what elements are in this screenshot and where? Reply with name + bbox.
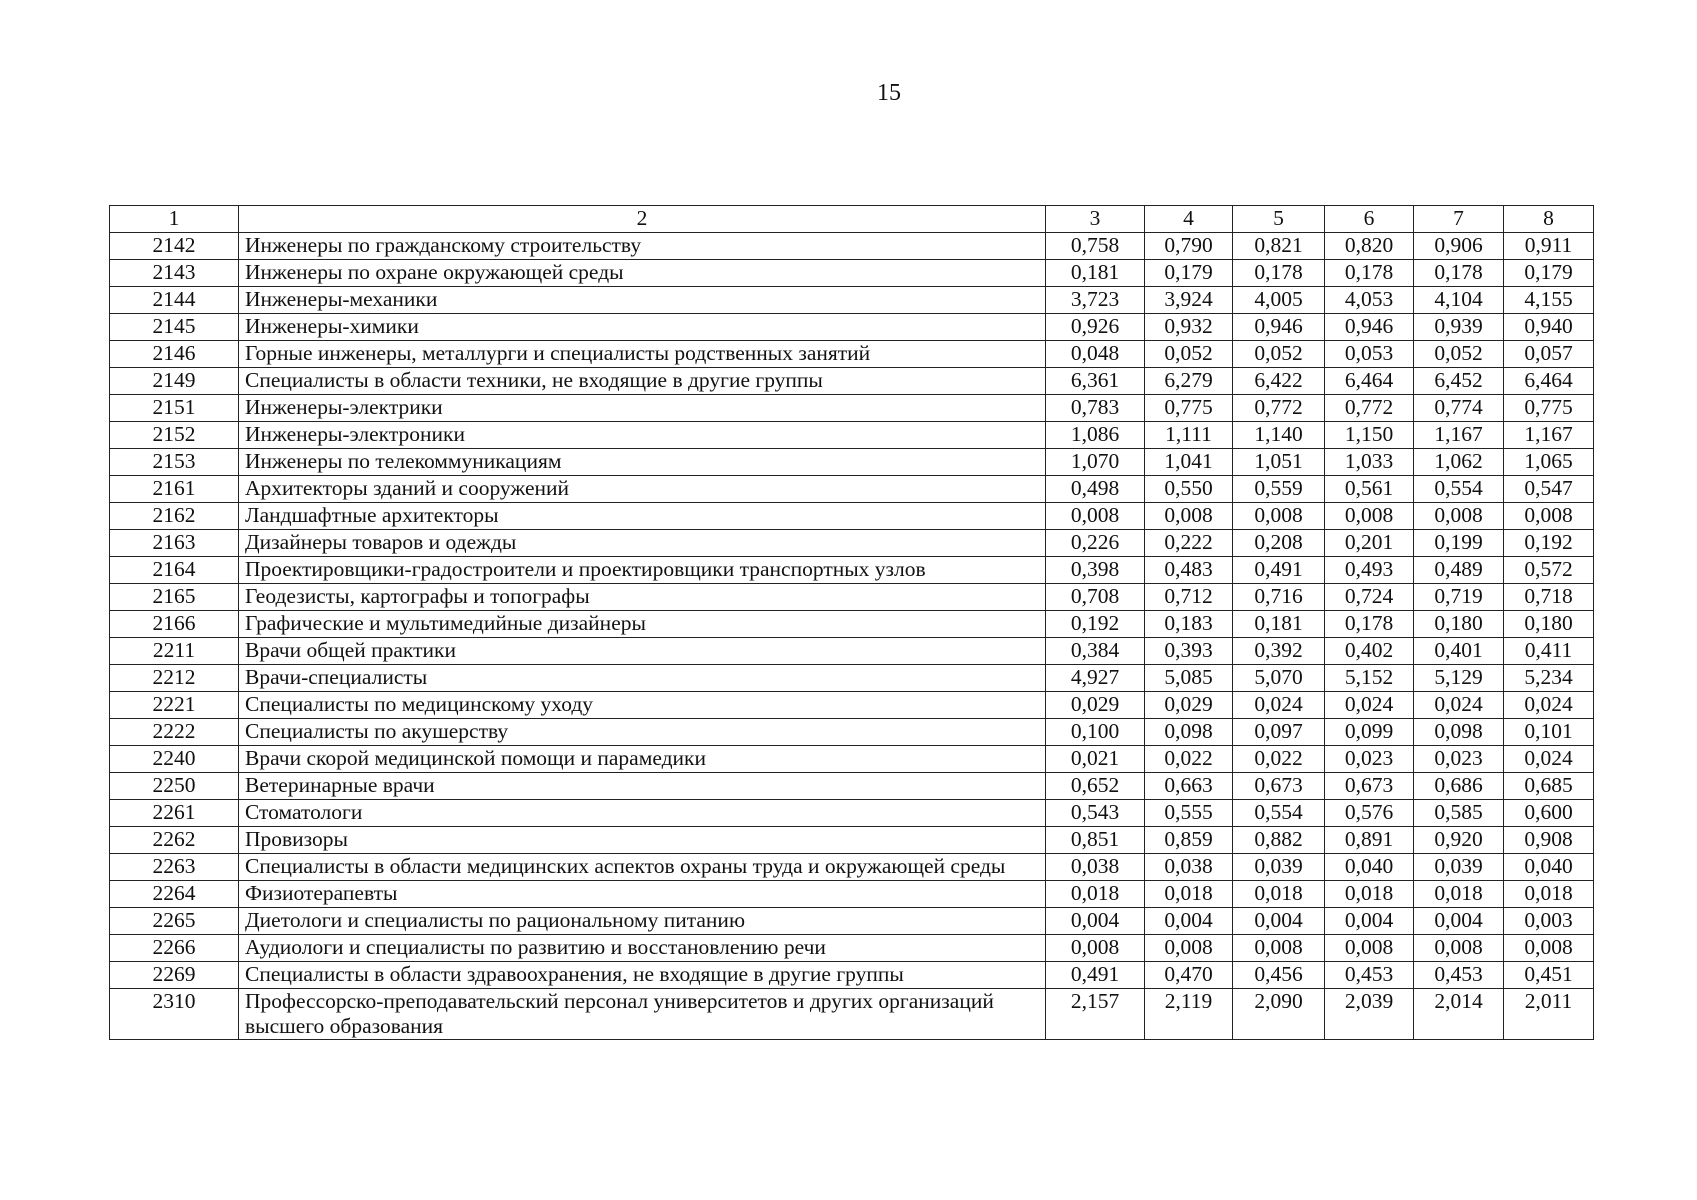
table-row [110, 314, 1594, 341]
value-cell: 0,098 [1414, 719, 1504, 746]
table-row [110, 665, 1594, 692]
value-cell: 1,051 [1233, 449, 1325, 476]
value-cell: 0,008 [1145, 935, 1233, 962]
value-cell: 0,208 [1233, 530, 1325, 557]
occupation-name: Ветеринарные врачи [239, 773, 1046, 800]
value-cell: 0,040 [1325, 854, 1414, 881]
value-cell: 0,393 [1145, 638, 1233, 665]
value-cell: 0,401 [1414, 638, 1504, 665]
occupation-code: 2262 [110, 827, 239, 854]
occupation-name: Специалисты по медицинскому уходу [239, 692, 1046, 719]
occupation-name: Специалисты в области техники, не входящие в другие группы [239, 368, 1046, 395]
value-cell: 1,065 [1504, 449, 1594, 476]
table-row [110, 341, 1594, 368]
value-cell: 0,758 [1046, 233, 1145, 260]
value-cell: 0,790 [1145, 233, 1233, 260]
table-row [110, 800, 1594, 827]
value-cell: 0,775 [1145, 395, 1233, 422]
value-cell: 0,029 [1145, 692, 1233, 719]
occupation-name: Провизоры [239, 827, 1046, 854]
value-cell: 0,022 [1145, 746, 1233, 773]
value-cell: 0,023 [1414, 746, 1504, 773]
value-cell: 0,673 [1233, 773, 1325, 800]
occupation-code: 2250 [110, 773, 239, 800]
table-row [110, 530, 1594, 557]
value-cell: 0,008 [1046, 503, 1145, 530]
value-cell: 0,008 [1414, 503, 1504, 530]
occupation-code: 2166 [110, 611, 239, 638]
table-row [110, 962, 1594, 989]
value-cell: 0,456 [1233, 962, 1325, 989]
occupation-name: Инженеры по телекоммуникациям [239, 449, 1046, 476]
value-cell: 2,090 [1233, 989, 1325, 1040]
column-header: 1 [110, 206, 239, 233]
occupation-name: Диетологи и специалисты по рациональному питанию [239, 908, 1046, 935]
occupation-code: 2142 [110, 233, 239, 260]
value-cell: 0,543 [1046, 800, 1145, 827]
value-cell: 5,152 [1325, 665, 1414, 692]
value-cell: 6,464 [1504, 368, 1594, 395]
table-row [110, 233, 1594, 260]
value-cell: 5,085 [1145, 665, 1233, 692]
value-cell: 0,226 [1046, 530, 1145, 557]
value-cell: 0,719 [1414, 584, 1504, 611]
value-cell: 3,723 [1046, 287, 1145, 314]
occupation-code: 2151 [110, 395, 239, 422]
value-cell: 2,157 [1046, 989, 1145, 1040]
value-cell: 0,554 [1233, 800, 1325, 827]
value-cell: 0,908 [1504, 827, 1594, 854]
occupation-code: 2269 [110, 962, 239, 989]
value-cell: 0,038 [1046, 854, 1145, 881]
value-cell: 0,820 [1325, 233, 1414, 260]
table-row [110, 611, 1594, 638]
table-row [110, 989, 1594, 1040]
value-cell: 0,561 [1325, 476, 1414, 503]
table-row [110, 503, 1594, 530]
value-cell: 4,927 [1046, 665, 1145, 692]
value-cell: 2,039 [1325, 989, 1414, 1040]
value-cell: 0,180 [1504, 611, 1594, 638]
value-cell: 0,052 [1233, 341, 1325, 368]
value-cell: 0,024 [1414, 692, 1504, 719]
value-cell: 0,774 [1414, 395, 1504, 422]
value-cell: 0,483 [1145, 557, 1233, 584]
value-cell: 0,008 [1414, 935, 1504, 962]
value-cell: 0,718 [1504, 584, 1594, 611]
occupation-code: 2310 [110, 989, 239, 1040]
value-cell: 0,576 [1325, 800, 1414, 827]
value-cell: 0,048 [1046, 341, 1145, 368]
occupations-table [109, 205, 1594, 1040]
value-cell: 0,053 [1325, 341, 1414, 368]
table-row [110, 287, 1594, 314]
value-cell: 0,775 [1504, 395, 1594, 422]
value-cell: 1,070 [1046, 449, 1145, 476]
value-cell: 5,070 [1233, 665, 1325, 692]
occupation-code: 2161 [110, 476, 239, 503]
value-cell: 0,940 [1504, 314, 1594, 341]
table-row [110, 881, 1594, 908]
value-cell: 0,199 [1414, 530, 1504, 557]
value-cell: 0,024 [1504, 692, 1594, 719]
value-cell: 0,489 [1414, 557, 1504, 584]
table-row [110, 368, 1594, 395]
column-number-row [110, 206, 1594, 233]
value-cell: 0,052 [1145, 341, 1233, 368]
table-row [110, 746, 1594, 773]
value-cell: 0,911 [1504, 233, 1594, 260]
value-cell: 0,882 [1233, 827, 1325, 854]
value-cell: 0,192 [1504, 530, 1594, 557]
value-cell: 0,222 [1145, 530, 1233, 557]
occupation-name: Инженеры-механики [239, 287, 1046, 314]
value-cell: 0,181 [1233, 611, 1325, 638]
value-cell: 4,005 [1233, 287, 1325, 314]
value-cell: 0,946 [1233, 314, 1325, 341]
value-cell: 0,178 [1414, 260, 1504, 287]
value-cell: 0,004 [1325, 908, 1414, 935]
value-cell: 1,033 [1325, 449, 1414, 476]
value-cell: 0,097 [1233, 719, 1325, 746]
value-cell: 0,851 [1046, 827, 1145, 854]
value-cell: 0,040 [1504, 854, 1594, 881]
value-cell: 0,686 [1414, 773, 1504, 800]
column-header: 4 [1145, 206, 1233, 233]
value-cell: 4,104 [1414, 287, 1504, 314]
value-cell: 0,099 [1325, 719, 1414, 746]
occupation-name: Физиотерапевты [239, 881, 1046, 908]
occupation-name: Специалисты в области медицинских аспектов охраны труда и окружающей среды [239, 854, 1046, 881]
value-cell: 2,011 [1504, 989, 1594, 1040]
occupation-name: Профессорско-преподавательский персонал университетов и других организаций высшего образования [239, 989, 1046, 1040]
table-row [110, 854, 1594, 881]
value-cell: 0,024 [1325, 692, 1414, 719]
value-cell: 0,181 [1046, 260, 1145, 287]
value-cell: 5,129 [1414, 665, 1504, 692]
occupation-code: 2240 [110, 746, 239, 773]
value-cell: 0,493 [1325, 557, 1414, 584]
value-cell: 0,783 [1046, 395, 1145, 422]
occupation-code: 2144 [110, 287, 239, 314]
value-cell: 1,111 [1145, 422, 1233, 449]
table-row [110, 638, 1594, 665]
value-cell: 0,004 [1145, 908, 1233, 935]
occupation-code: 2164 [110, 557, 239, 584]
column-header: 6 [1325, 206, 1414, 233]
table-row [110, 395, 1594, 422]
value-cell: 0,547 [1504, 476, 1594, 503]
value-cell: 0,008 [1233, 935, 1325, 962]
value-cell: 0,179 [1504, 260, 1594, 287]
value-cell: 0,663 [1145, 773, 1233, 800]
table-row [110, 557, 1594, 584]
value-cell: 0,453 [1325, 962, 1414, 989]
value-cell: 0,023 [1325, 746, 1414, 773]
occupation-name: Специалисты в области здравоохранения, не входящие в другие группы [239, 962, 1046, 989]
value-cell: 0,498 [1046, 476, 1145, 503]
value-cell: 0,716 [1233, 584, 1325, 611]
table-row [110, 908, 1594, 935]
value-cell: 0,024 [1504, 746, 1594, 773]
value-cell: 0,932 [1145, 314, 1233, 341]
value-cell: 0,891 [1325, 827, 1414, 854]
value-cell: 0,024 [1233, 692, 1325, 719]
value-cell: 1,140 [1233, 422, 1325, 449]
value-cell: 0,398 [1046, 557, 1145, 584]
value-cell: 0,018 [1504, 881, 1594, 908]
value-cell: 5,234 [1504, 665, 1594, 692]
occupation-name: Инженеры по охране окружающей среды [239, 260, 1046, 287]
table-row [110, 692, 1594, 719]
occupation-code: 2146 [110, 341, 239, 368]
table-row [110, 476, 1594, 503]
value-cell: 1,167 [1414, 422, 1504, 449]
occupation-code: 2152 [110, 422, 239, 449]
occupation-name: Дизайнеры товаров и одежды [239, 530, 1046, 557]
value-cell: 0,550 [1145, 476, 1233, 503]
value-cell: 6,422 [1233, 368, 1325, 395]
value-cell: 0,052 [1414, 341, 1504, 368]
occupation-code: 2265 [110, 908, 239, 935]
value-cell: 0,008 [1046, 935, 1145, 962]
occupation-name: Аудиологи и специалисты по развитию и восстановлению речи [239, 935, 1046, 962]
value-cell: 0,585 [1414, 800, 1504, 827]
occupation-code: 2264 [110, 881, 239, 908]
value-cell: 6,464 [1325, 368, 1414, 395]
value-cell: 0,039 [1414, 854, 1504, 881]
value-cell: 0,201 [1325, 530, 1414, 557]
occupation-code: 2143 [110, 260, 239, 287]
value-cell: 0,098 [1145, 719, 1233, 746]
value-cell: 0,724 [1325, 584, 1414, 611]
value-cell: 6,279 [1145, 368, 1233, 395]
occupation-code: 2266 [110, 935, 239, 962]
value-cell: 0,470 [1145, 962, 1233, 989]
value-cell: 0,453 [1414, 962, 1504, 989]
value-cell: 0,392 [1233, 638, 1325, 665]
page-number: 15 [877, 80, 901, 106]
value-cell: 0,008 [1504, 503, 1594, 530]
value-cell: 0,057 [1504, 341, 1594, 368]
value-cell: 0,179 [1145, 260, 1233, 287]
value-cell: 1,167 [1504, 422, 1594, 449]
value-cell: 0,101 [1504, 719, 1594, 746]
value-cell: 0,920 [1414, 827, 1504, 854]
occupation-code: 2221 [110, 692, 239, 719]
column-header: 2 [239, 206, 1046, 233]
value-cell: 0,178 [1233, 260, 1325, 287]
column-header: 7 [1414, 206, 1504, 233]
occupation-code: 2149 [110, 368, 239, 395]
value-cell: 0,946 [1325, 314, 1414, 341]
table-row [110, 260, 1594, 287]
value-cell: 0,008 [1504, 935, 1594, 962]
occupation-code: 2153 [110, 449, 239, 476]
occupation-name: Инженеры-электроники [239, 422, 1046, 449]
value-cell: 1,086 [1046, 422, 1145, 449]
value-cell: 0,018 [1414, 881, 1504, 908]
value-cell: 0,652 [1046, 773, 1145, 800]
value-cell: 0,821 [1233, 233, 1325, 260]
occupation-code: 2263 [110, 854, 239, 881]
occupation-code: 2162 [110, 503, 239, 530]
occupation-name: Ландшафтные архитекторы [239, 503, 1046, 530]
table-row [110, 773, 1594, 800]
value-cell: 6,452 [1414, 368, 1504, 395]
value-cell: 6,361 [1046, 368, 1145, 395]
occupation-name: Инженеры-электрики [239, 395, 1046, 422]
value-cell: 0,178 [1325, 260, 1414, 287]
value-cell: 0,178 [1325, 611, 1414, 638]
occupation-name: Проектировщики-градостроители и проектировщики транспортных узлов [239, 557, 1046, 584]
value-cell: 0,038 [1145, 854, 1233, 881]
value-cell: 0,859 [1145, 827, 1233, 854]
occupation-name: Врачи скорой медицинской помощи и парамедики [239, 746, 1046, 773]
column-header: 8 [1504, 206, 1594, 233]
value-cell: 0,022 [1233, 746, 1325, 773]
value-cell: 3,924 [1145, 287, 1233, 314]
value-cell: 0,018 [1046, 881, 1145, 908]
value-cell: 4,053 [1325, 287, 1414, 314]
occupation-name: Горные инженеры, металлурги и специалисты родственных занятий [239, 341, 1046, 368]
table-row [110, 935, 1594, 962]
occupation-name: Графические и мультимедийные дизайнеры [239, 611, 1046, 638]
value-cell: 0,906 [1414, 233, 1504, 260]
occupation-code: 2212 [110, 665, 239, 692]
value-cell: 2,119 [1145, 989, 1233, 1040]
table-row [110, 449, 1594, 476]
value-cell: 0,183 [1145, 611, 1233, 638]
value-cell: 0,180 [1414, 611, 1504, 638]
value-cell: 0,018 [1325, 881, 1414, 908]
value-cell: 0,572 [1504, 557, 1594, 584]
value-cell: 0,003 [1504, 908, 1594, 935]
value-cell: 0,451 [1504, 962, 1594, 989]
value-cell: 0,008 [1325, 503, 1414, 530]
value-cell: 0,491 [1046, 962, 1145, 989]
table-row [110, 719, 1594, 746]
value-cell: 1,041 [1145, 449, 1233, 476]
value-cell: 4,155 [1504, 287, 1594, 314]
occupation-name: Архитекторы зданий и сооружений [239, 476, 1046, 503]
value-cell: 2,014 [1414, 989, 1504, 1040]
occupation-code: 2261 [110, 800, 239, 827]
value-cell: 0,004 [1414, 908, 1504, 935]
value-cell: 0,192 [1046, 611, 1145, 638]
value-cell: 0,712 [1145, 584, 1233, 611]
value-cell: 0,018 [1145, 881, 1233, 908]
value-cell: 0,021 [1046, 746, 1145, 773]
table-row [110, 422, 1594, 449]
occupation-code: 2222 [110, 719, 239, 746]
value-cell: 0,039 [1233, 854, 1325, 881]
value-cell: 0,685 [1504, 773, 1594, 800]
occupation-name: Геодезисты, картографы и топографы [239, 584, 1046, 611]
value-cell: 0,939 [1414, 314, 1504, 341]
value-cell: 0,926 [1046, 314, 1145, 341]
occupation-name: Специалисты по акушерству [239, 719, 1046, 746]
value-cell: 0,673 [1325, 773, 1414, 800]
value-cell: 1,062 [1414, 449, 1504, 476]
value-cell: 0,559 [1233, 476, 1325, 503]
occupation-code: 2211 [110, 638, 239, 665]
occupation-code: 2145 [110, 314, 239, 341]
occupation-name: Инженеры по гражданскому строительству [239, 233, 1046, 260]
occupation-code: 2165 [110, 584, 239, 611]
value-cell: 0,555 [1145, 800, 1233, 827]
value-cell: 0,008 [1233, 503, 1325, 530]
occupation-name: Врачи-специалисты [239, 665, 1046, 692]
occupation-name: Стоматологи [239, 800, 1046, 827]
column-header: 5 [1233, 206, 1325, 233]
value-cell: 0,600 [1504, 800, 1594, 827]
occupation-code: 2163 [110, 530, 239, 557]
table-row [110, 827, 1594, 854]
table-row [110, 584, 1594, 611]
value-cell: 0,491 [1233, 557, 1325, 584]
value-cell: 0,411 [1504, 638, 1594, 665]
value-cell: 0,004 [1046, 908, 1145, 935]
column-header: 3 [1046, 206, 1145, 233]
value-cell: 0,402 [1325, 638, 1414, 665]
table-body [110, 233, 1594, 1040]
value-cell: 0,008 [1325, 935, 1414, 962]
value-cell: 0,384 [1046, 638, 1145, 665]
occupation-name: Инженеры-химики [239, 314, 1046, 341]
value-cell: 0,018 [1233, 881, 1325, 908]
value-cell: 1,150 [1325, 422, 1414, 449]
value-cell: 0,008 [1145, 503, 1233, 530]
value-cell: 0,772 [1233, 395, 1325, 422]
value-cell: 0,029 [1046, 692, 1145, 719]
value-cell: 0,554 [1414, 476, 1504, 503]
value-cell: 0,004 [1233, 908, 1325, 935]
occupation-name: Врачи общей практики [239, 638, 1046, 665]
value-cell: 0,772 [1325, 395, 1414, 422]
value-cell: 0,708 [1046, 584, 1145, 611]
value-cell: 0,100 [1046, 719, 1145, 746]
